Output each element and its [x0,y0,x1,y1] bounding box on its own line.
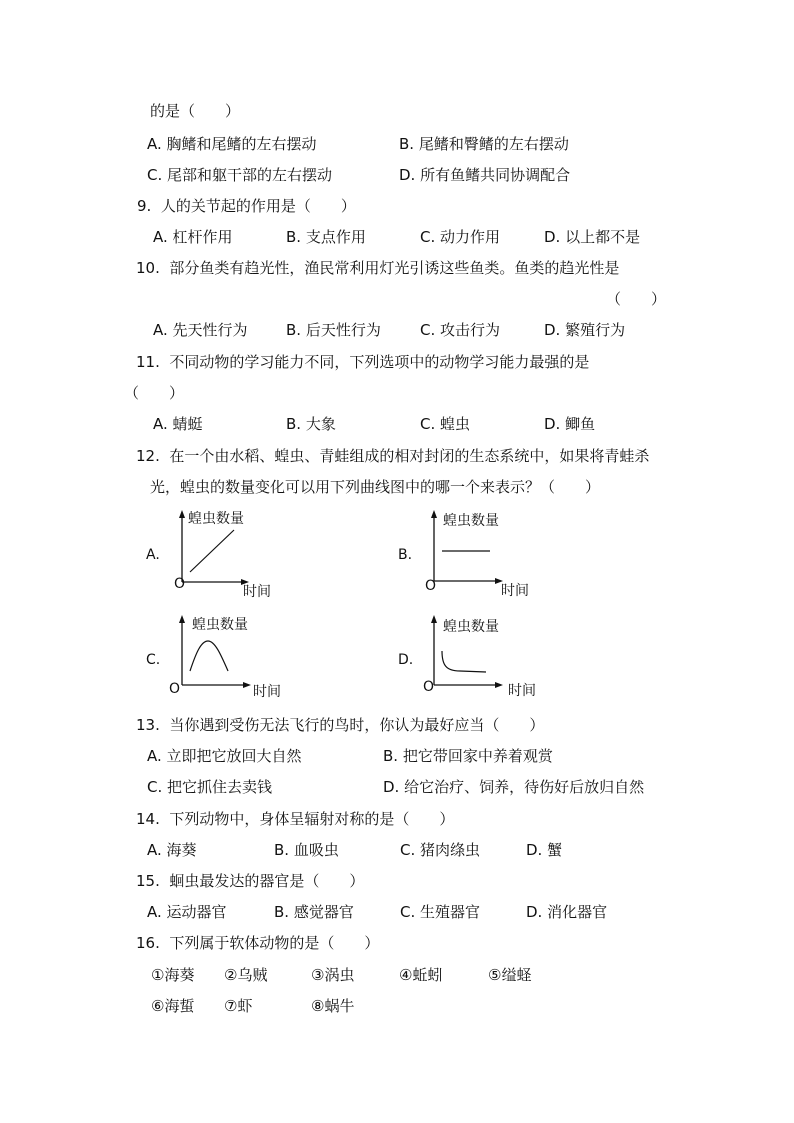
q15-option-a: A. 运动器官 [147,903,227,921]
graph-a-curve [190,530,234,572]
graph-b [398,508,538,600]
q16-item-2: ②乌贼 [224,966,268,984]
q9-option-b: B. 支点作用 [286,228,366,246]
q16-item-8: ⑧蜗牛 [311,997,355,1015]
q14-option-b: B. 血吸虫 [274,841,339,859]
q11-stem: 11. 不同动物的学习能力不同，下列选项中的动物学习能力最强的是 [136,353,590,371]
graph-c [146,613,286,705]
q10-option-c: C. 攻击行为 [420,321,501,339]
q16-item-1: ①海葵 [151,966,195,984]
q13-option-d: D. 给它治疗、饲养，待伤好后放归自然 [383,778,645,796]
q10-answer-paren: （ ） [606,290,667,308]
q8-option-d: D. 所有鱼鳍共同协调配合 [399,166,571,184]
q12-stem-line2: 光，蝗虫的数量变化可以用下列曲线图中的哪一个来表示？（ ） [150,478,601,496]
graph-b-label: B. [398,547,413,563]
graph-d-curve [442,651,486,672]
q11-option-b: B. 大象 [286,415,336,433]
q15-option-b: B. 感觉器官 [274,903,354,921]
q14-option-d: D. 蟹 [526,841,563,859]
q11-answer-paren: （ ） [124,384,185,402]
graph-b-x-label: 时间 [501,583,529,599]
q15-option-c: C. 生殖器官 [400,903,481,921]
q16-item-7: ⑦虾 [224,997,253,1015]
q13-option-b: B. 把它带回家中养着观赏 [383,747,553,765]
q14-option-c: C. 猪肉绦虫 [400,841,481,859]
graph-d-x-arrow [495,682,503,688]
q11-option-d: D. 鲫鱼 [544,415,596,433]
graph-a-y-label: 蝗虫数量 [188,511,244,527]
graph-d-y-label: 蝗虫数量 [443,619,499,635]
graph-a-x-label: 时间 [243,584,271,600]
q9-option-d: D. 以上都不是 [544,228,641,246]
graph-c-x-label: 时间 [253,684,281,700]
graph-c-label: C. [146,652,161,668]
graph-b-y-label: 蝗虫数量 [443,513,499,529]
graph-a-origin: O [174,576,186,592]
graph-b-origin: O [425,578,437,594]
q11-option-a: A. 蜻蜓 [153,415,203,433]
graph-a [146,508,286,600]
q9-option-c: C. 动力作用 [420,228,501,246]
q8-option-c: C. 尾部和躯干部的左右摆动 [147,166,333,184]
graph-d-x-label: 时间 [508,683,536,699]
graph-d-y-arrow [431,615,437,623]
q13-option-c: C. 把它抓住去卖钱 [147,778,273,796]
q12-stem: 12. 在一个由水稻、蝗虫、青蛙组成的相对封闭的生态系统中，如果将青蛙杀 [136,447,650,465]
q16-item-5: ⑤缢蛏 [488,966,532,984]
q10-option-d: D. 繁殖行为 [544,321,626,339]
graph-c-x-arrow [243,682,251,688]
graph-c-curve [190,641,228,671]
graph-c-origin: O [169,681,181,697]
graph-d [398,613,538,705]
q16-item-3: ③涡虫 [311,966,355,984]
q9-option-a: A. 杠杆作用 [153,228,233,246]
q10-option-a: A. 先天性行为 [153,321,248,339]
graph-d-label: D. [398,652,414,668]
q11-option-c: C. 蝗虫 [420,415,471,433]
q15-stem: 15. 蛔虫最发达的器官是（ ） [136,872,365,890]
q16-stem: 16. 下列属于软体动物的是（ ） [136,934,380,952]
q8-stem-continuation: 的是（ ） [150,102,241,120]
q15-option-d: D. 消化器官 [526,903,608,921]
q10-option-b: B. 后天性行为 [286,321,381,339]
q8-option-a: A. 胸鳍和尾鳍的左右摆动 [147,135,317,153]
graph-b-y-arrow [431,510,437,518]
graph-a-y-arrow [179,510,185,518]
graph-d-origin: O [423,679,435,695]
graph-a-label: A. [146,547,160,563]
graph-c-y-label: 蝗虫数量 [192,617,248,633]
q14-option-a: A. 海葵 [147,841,197,859]
graph-c-y-arrow [179,615,185,623]
q8-option-b: B. 尾鳍和臀鳍的左右摆动 [399,135,569,153]
q9-stem: 9. 人的关节起的作用是（ ） [137,197,356,215]
q13-stem: 13. 当你遇到受伤无法飞行的鸟时，你认为最好应当（ ） [136,716,545,734]
q13-option-a: A. 立即把它放回大自然 [147,747,302,765]
q16-item-4: ④蚯蚓 [399,966,443,984]
q16-item-6: ⑥海蜇 [151,997,195,1015]
q10-stem: 10. 部分鱼类有趋光性，渔民常利用灯光引诱这些鱼类。鱼类的趋光性是 [136,259,620,277]
q14-stem: 14. 下列动物中，身体呈辐射对称的是（ ） [136,810,455,828]
